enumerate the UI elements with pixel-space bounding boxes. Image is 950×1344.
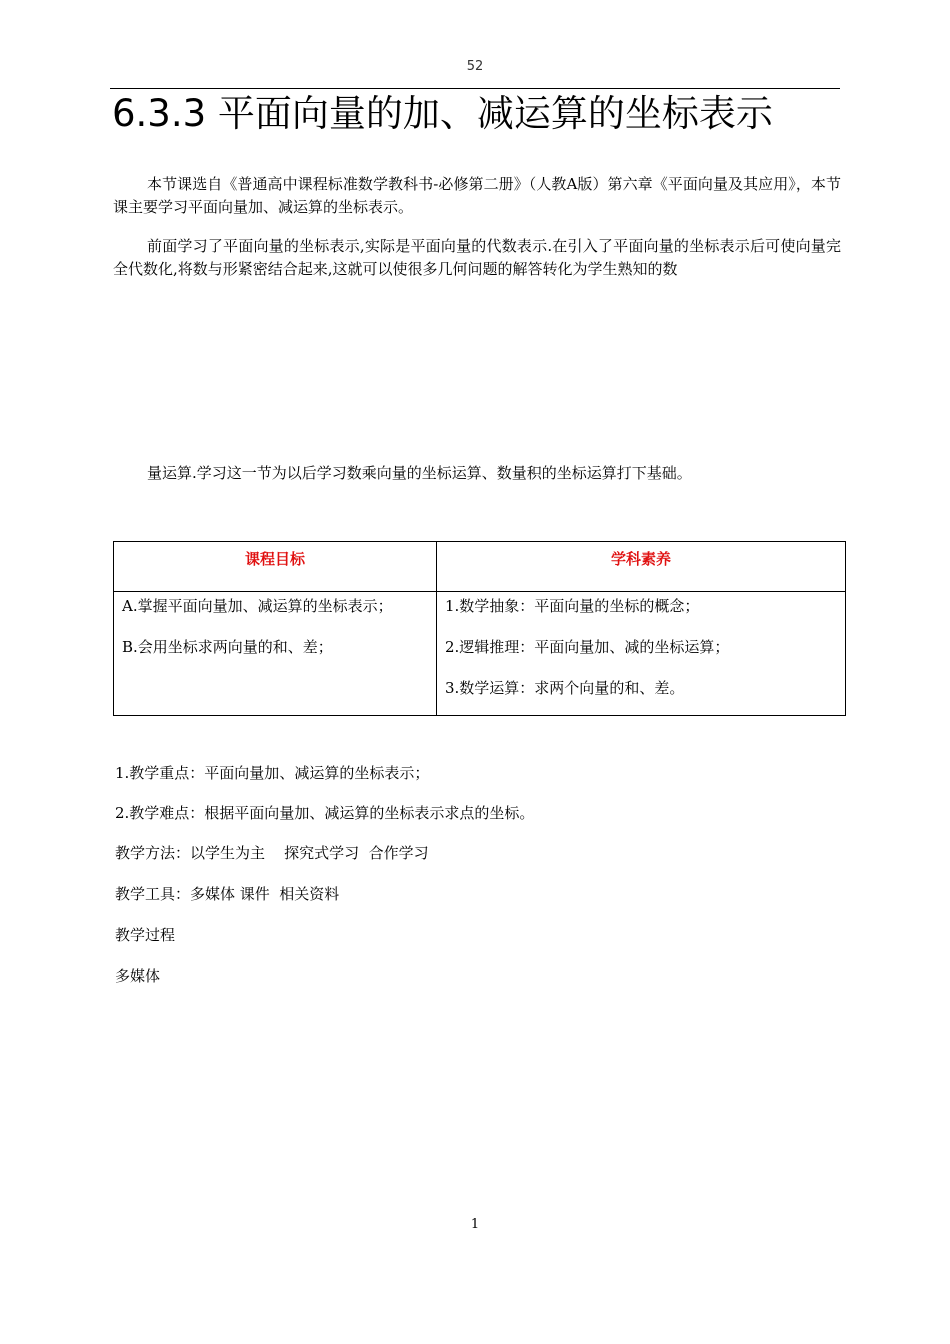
goals-table-body-row [114,592,846,716]
course-goal-item: A.掌握平面向量加、减运算的坐标表示； [122,597,393,615]
teaching-key-point: 1.教学重点：平面向量加、减运算的坐标表示； [115,764,430,782]
subject-literacy-header: 学科素养 [437,542,846,592]
course-goals-cell [114,592,437,716]
header-divider [110,88,840,89]
goals-table-header-row [114,542,846,592]
literacy-item: 1.数学抽象：平面向量的坐标的概念； [445,597,700,615]
background-paragraph: 前面学习了平面向量的坐标表示,实际是平面向量的代数表示.在引入了平面向量的坐标表示后可使向量完全代数化,将数与形紧密结合起来,这就可以使很多几何问题的解答转化为学生熟知的数 [113,237,841,278]
multimedia-label: 多媒体 [115,967,161,985]
intro-paragraph: 本节课选自《普通高中课程标准数学教科书-必修第二册》（人教A版）第六章《平面向量及其应用》，本节课主要学习平面向量加、减运算的坐标表示。 [113,175,841,216]
literacy-item: 3.数学运算：求两个向量的和、差。 [445,679,685,697]
teaching-difficulty: 2.教学难点：根据平面向量加、减运算的坐标表示求点的坐标。 [115,804,535,822]
subject-literacy-cell [437,592,846,716]
teaching-method: 教学方法：以学生为主 探究式学习 合作学习 [115,844,429,862]
literacy-item: 2.逻辑推理：平面向量加、减的坐标运算； [445,638,730,656]
header-page-number: 52 [466,59,484,74]
goals-table [113,541,846,716]
footer-page-number: 1 [470,1217,480,1232]
course-goals-header: 课程目标 [114,542,437,592]
page-title: 6.3.3 平面向量的加、减运算的坐标表示 [112,92,773,135]
teaching-tools: 教学工具：多媒体 课件 相关资料 [115,885,340,903]
course-goal-item: B.会用坐标求两向量的和、差； [122,638,333,656]
teaching-process-heading: 教学过程 [115,926,176,944]
background-paragraph-continued: 量运算.学习这一节为以后学习数乘向量的坐标运算、数量积的坐标运算打下基础。 [147,464,692,482]
